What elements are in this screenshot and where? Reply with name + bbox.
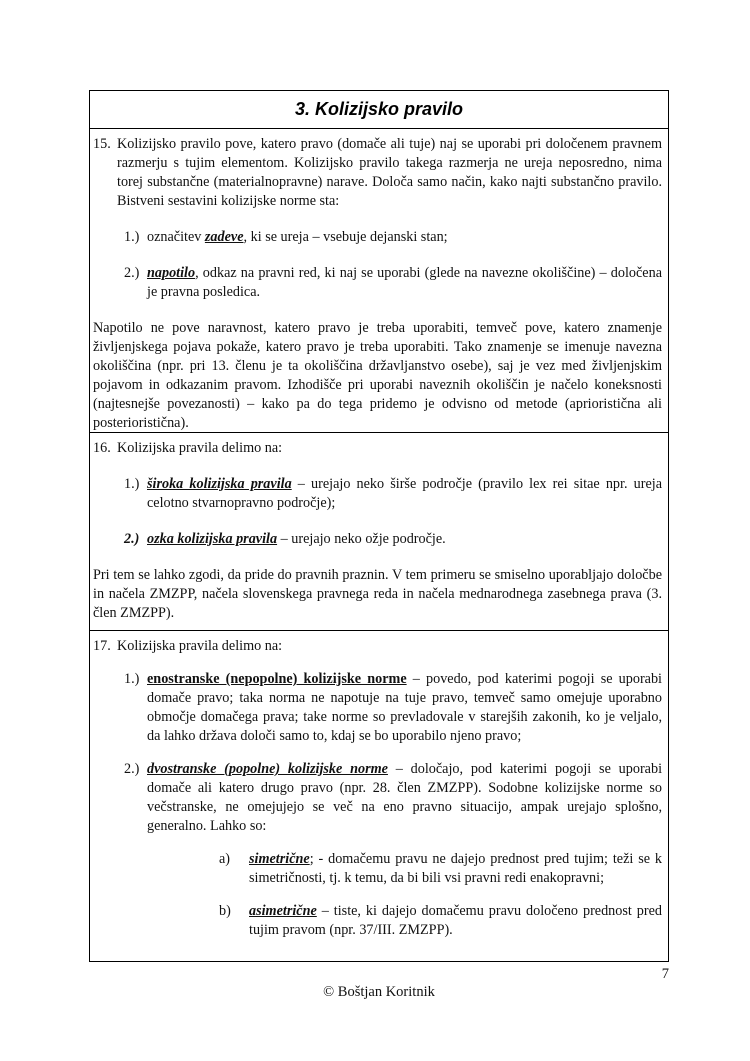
- section-16-intro-text: Kolizijska pravila delimo na:: [117, 440, 283, 456]
- list-item-marker: 1.): [124, 476, 140, 492]
- section-17: [90, 631, 668, 961]
- section-16-outro: Pri tem se lahko zgodi, da pride do pravnih praznin. V tem primeru se smiselno uporabljajo določbe in načela ZMZPP, načela slovenskega pravnega reda in načela mednarodnega zasebnega prava (3. člen ZMZPP).: [93, 567, 662, 621]
- section-15-intro: [93, 135, 662, 211]
- section-17-intro: [93, 637, 662, 656]
- list-item: [93, 264, 662, 302]
- list-item-text: , ki se ureja – vsebuje dejanski stan;: [243, 229, 448, 245]
- key-term: simetrične: [249, 851, 310, 867]
- sub-list-item-marker: b): [219, 903, 231, 919]
- list-item-text: – določajo, pod katerimi pogoji se uporabi domače ali katero drugo pravo (npr. 28. člen ZMZPP). Sodobne kolizijske norme so večstranske, ne omejujejo se več na eno pravno situacijo, ampak urejajo splošno, generalno. Lahko so:: [147, 761, 663, 834]
- sub-list-item-text: ; - domačemu pravu ne dajejo prednost pred tujim; teži se k simetričnosti, tj. k temu, da bi bili vsi pravni redi enakopravni;: [249, 851, 662, 886]
- sub-list-item: [93, 850, 662, 888]
- list-item: [93, 530, 662, 549]
- key-term: napotilo: [147, 265, 196, 281]
- section-15: [90, 129, 668, 433]
- key-term: enostranske (nepopolne) kolizijske norme: [147, 671, 407, 687]
- section-17-number: 17.: [93, 638, 111, 654]
- page-title: 3. Kolizijsko pravilo: [294, 99, 464, 119]
- section-15-outro: Napotilo ne pove naravnost, katero pravo je treba uporabiti, temveč pove, katero znamenje življenjskega pojava pokaže, katero pravo je treba uporabiti. Tako znamenje se imenuje navezna okoliščina (npr. pri 13. členu je ta okoliščina državljanstvo osebe), saj je vez med življenjskim pojavom in odkazanim pravom. Izhodišče pri uporabi naveznih okoliščin je načelo koneksnosti (najtesnejše povezanosti) – kako pa do tega pridemo je odvisno od metode (aprioristična ali posterioristična).: [93, 320, 662, 431]
- list-item-lead: označitev: [147, 229, 205, 245]
- document-table: [89, 90, 669, 962]
- sub-list-item: [93, 902, 662, 940]
- section-16-number: 16.: [93, 440, 111, 456]
- list-item-text: – urejajo neko širše področje (pravilo lex rei sitae npr. ureja celotno stvarnopravno področje);: [147, 476, 662, 511]
- copyright-footer: © Boštjan Koritnik: [323, 984, 435, 1000]
- list-item: [93, 760, 662, 836]
- sub-list-item-marker: a): [219, 851, 231, 867]
- list-item-text: , odkaz na pravni red, ki naj se uporabi (glede na navezne okoliščine) – določena je pravna posledica.: [147, 265, 662, 300]
- section-16: [90, 433, 668, 631]
- section-15-number: 15.: [93, 136, 111, 152]
- list-item-marker: 2.): [124, 265, 140, 281]
- key-term: ozka kolizijska pravila: [147, 531, 278, 547]
- list-item-marker: 1.): [124, 229, 140, 245]
- list-item-marker: 2.): [124, 761, 140, 777]
- list-item: [93, 670, 662, 746]
- list-item-text: – povedo, pod katerimi pogoji se uporabi domače pravo; taka norma ne napotuje na tuje pravo, temveč samo omejuje uporabno območje domačega prava; take norme so prevladovale v starejših zakonih, ko je veljalo, da lahko država določi samo to, kdaj se bo uporabilo njeno pravo;: [147, 671, 662, 744]
- list-item: [93, 228, 662, 247]
- list-item-marker: 1.): [124, 671, 140, 687]
- key-term: zadeve: [204, 229, 244, 245]
- sub-list-item-text: – tiste, ki dajejo domačemu pravu določeno prednost pred tujim pravom (npr. 37/III. ZMZPP).: [249, 903, 662, 938]
- page-number: 7: [661, 966, 669, 982]
- title-row: [90, 91, 668, 129]
- key-term: asimetrične: [249, 903, 317, 919]
- section-15-intro-text: Kolizijsko pravilo pove, katero pravo (domače ali tuje) naj se uporabi pri določenem pravnem razmerju s tujim elementom. Kolizijsko pravilo takega razmerja ne ureja neposredno, nima torej substančne (materialnopravne) narave. Določa samo način, kako najti substančno pravilo. Bistveni sestavini kolizijske norme sta:: [117, 136, 662, 209]
- key-term: široka kolizijska pravila: [147, 476, 292, 492]
- list-item-marker: 2.): [124, 531, 140, 547]
- section-16-intro: [93, 439, 662, 458]
- list-item-text: – urejajo neko ožje področje.: [277, 531, 446, 547]
- section-17-intro-text: Kolizijska pravila delimo na:: [117, 638, 283, 654]
- key-term: dvostranske (popolne) kolizijske norme: [147, 761, 388, 777]
- list-item: [93, 475, 662, 513]
